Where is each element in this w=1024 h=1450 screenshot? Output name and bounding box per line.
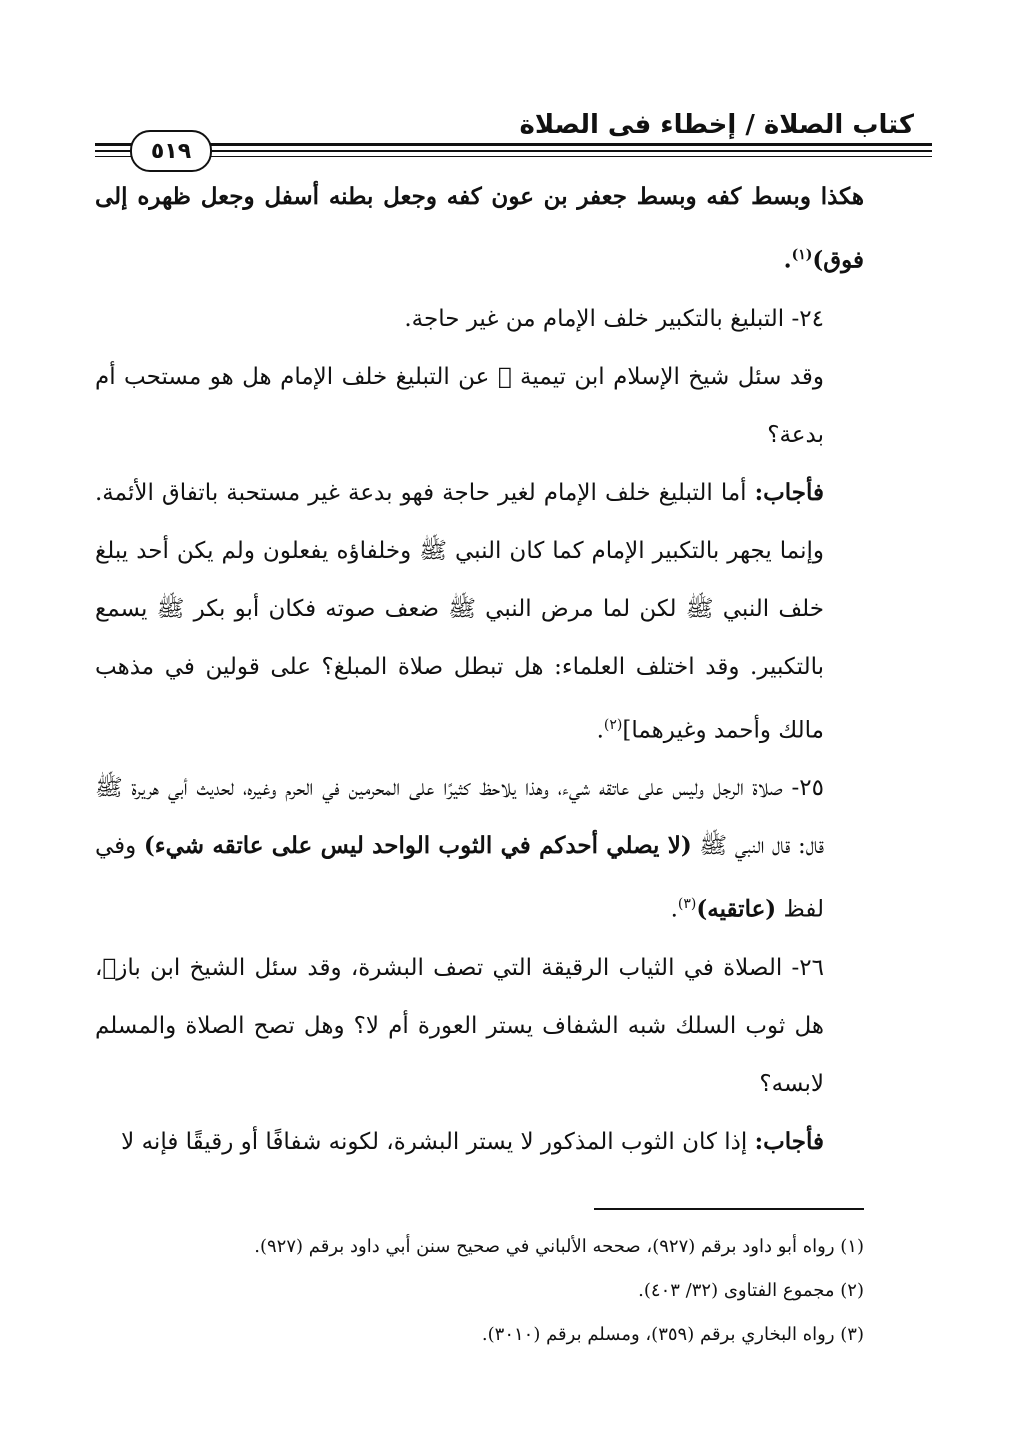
- hadith-text: (عاتقيه): [696, 895, 777, 923]
- paragraph: [95, 1113, 864, 1171]
- paragraph-text: إذا كان الثوب المذكور لا يستر البشرة، لكونه شفافًا أو رقيقًا فإنه لا: [121, 1128, 748, 1155]
- hadith-text: (لا يصلي أحدكم في الثوب الواحد ليس على عاتقه شيء): [143, 832, 692, 860]
- answer-lead: فأجاب:: [754, 1127, 824, 1155]
- paragraph-text: ٢٥- صلاة الرجل وليس على عاتقه شيء، وهذا يلاحظ كثيرًا على المحرمين في الحرم وغيره، لحديث أبي هريرة ﷺ قال: قال النبي ﷺ: [95, 775, 825, 860]
- page-number: [130, 130, 212, 172]
- paragraph: [95, 348, 864, 464]
- paragraph-text: أما التبليغ خلف الإمام لغير حاجة فهو بدعة غير مستحبة باتفاق الأئمة. وإنما يجهر بالتكبير الإمام كما كان النبي ﷺ وخلفاؤه يفعلون ولم يكن أحد يبلغ خلف النبي ﷺ لكن لما مرض النبي ﷺ ضعف صوته فكان أبو بكر ﷺ يسمع بالتكبير. وقد اختلف العلماء: هل تبطل صلاة المبلغ؟ على قولين في مذهب مالك وأحمد وغيرهما]: [95, 479, 824, 744]
- paragraph-text: ٢٦- الصلاة في الثياب الرقيقة التي تصف البشرة، وقد سئل الشيخ ابن باز﷫، هل ثوب السلك شبه الشفاف يستر العورة أم لا؟ وهل تصح الصلاة والمسلم لابسه؟: [95, 954, 824, 1097]
- header-rule: [95, 156, 932, 157]
- paragraph-text: ٢٤- التبليغ بالتكبير خلف الإمام من غير حاجة.: [404, 305, 824, 332]
- paragraph-text: وقد سئل شيخ الإسلام ابن تيمية ﷫ عن التبليغ خلف الإمام هل هو مستحب أم بدعة؟: [95, 363, 824, 448]
- main-text: [95, 168, 864, 1171]
- paragraph-text: هكذا وبسط كفه وبسط جعفر بن عون كفه وجعل بطنه أسفل وجعل ظهره إلى فوق): [95, 183, 864, 274]
- answer-lead: فأجاب:: [754, 478, 824, 506]
- footnote: (٣) رواه البخاري برقم (٣٥٩)، ومسلم برقم (٣٠١٠).: [481, 1324, 864, 1345]
- footnote-separator: [594, 1208, 864, 1210]
- paragraph-text: وفي لفظ: [95, 833, 824, 923]
- paragraph: هكذا وبسط كفه وبسط جعفر بن عون كفه وجعل بطنه أسفل وجعل ظهره إلى فوق)$^{(١)}$.: [95, 183, 864, 274]
- paragraph: [95, 939, 864, 1113]
- paragraph: [95, 290, 864, 348]
- running-header: كتاب الصلاة / إخطاء فى الصلاة: [519, 110, 914, 140]
- footnote: (١) رواه أبو داود برقم (٩٢٧)، صححه الألباني في صحيح سنن أبي داود برقم (٩٢٧).: [254, 1236, 864, 1257]
- header-rule: [95, 143, 932, 146]
- paragraph: ٢٥- صلاة الرجل وليس على عاتقه شيء، وهذا يلاحظ كثيرًا على المحرمين في الحرم وغيره، لحديث أبي هريرة ﷺ قال: قال النبي ﷺ (لا يصلي أحدكم في الثوب الواحد ليس على عاتقه شيء) وفي لفظ (عاتقيه)$^{(٣)}$.: [95, 775, 825, 923]
- page-number-text: ٥١٩: [150, 138, 192, 164]
- footnote-ref: (٣): [677, 896, 697, 913]
- paragraph: فأجاب: أما التبليغ خلف الإمام لغير حاجة فهو بدعة غير مستحبة باتفاق الأئمة. وإنما يجهر بالتكبير الإمام كما كان النبي ﷺ وخلفاؤه يفعلون ولم يكن أحد يبلغ خلف النبي ﷺ لكن لما مرض النبي ﷺ ضعف صوته فكان أبو بكر ﷺ يسمع بالتكبير. وقد اختلف العلماء: هل تبطل صلاة المبلغ؟ على قولين في مذهب مالك وأحمد وغيرهما]$^{(٢)}$.: [95, 478, 824, 744]
- footnotes: [95, 1225, 864, 1357]
- footnote-ref: (١): [791, 247, 813, 263]
- header-rule: [95, 150, 932, 152]
- footnote-ref: (٢): [603, 716, 623, 733]
- footnote: (٢) مجموع الفتاوى (٣٢/ ٤٠٣).: [638, 1280, 864, 1301]
